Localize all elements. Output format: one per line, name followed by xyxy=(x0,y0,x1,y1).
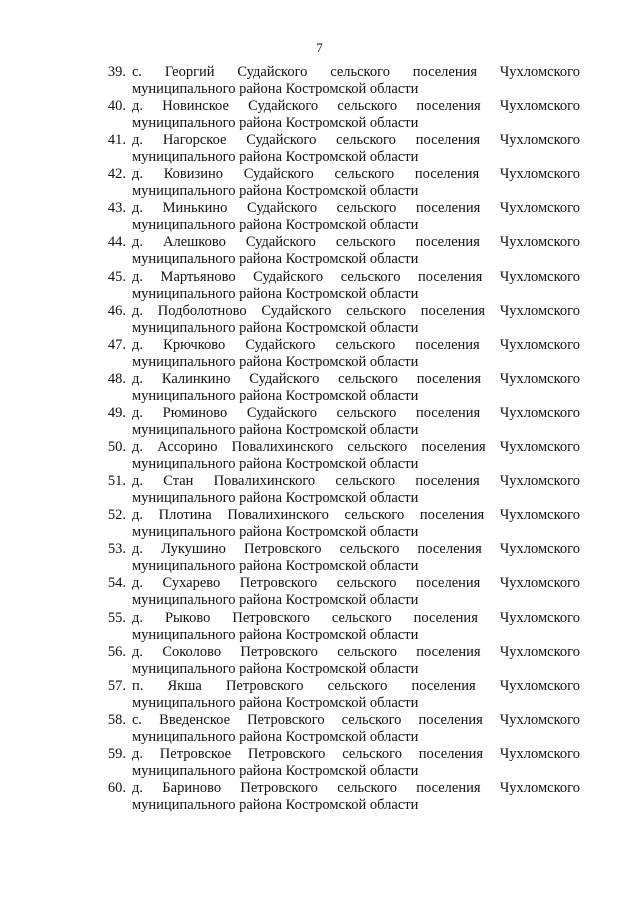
item-number: 44. xyxy=(107,234,126,251)
item-text-continuation: муниципального района Костромской области xyxy=(132,490,419,507)
item-number: 47. xyxy=(107,336,126,353)
settlement-list xyxy=(92,64,580,814)
item-text-content: д. Бариново Петровского сельского поселения Чухломского xyxy=(132,779,580,796)
item-text xyxy=(132,132,580,149)
list-item xyxy=(92,678,580,712)
item-text-content: д. Ковизино Судайского сельского поселения Чухломского xyxy=(132,166,580,183)
list-item xyxy=(92,610,580,644)
item-number: 54. xyxy=(107,575,126,592)
item-text-content: с. Георгий Судайского сельского поселения Чухломского xyxy=(132,64,580,80)
item-text xyxy=(132,303,580,320)
item-text-content: д. Ассорино Повалихинского сельского поселения Чухломского xyxy=(132,439,580,456)
list-item xyxy=(92,166,580,200)
item-number: 57. xyxy=(107,677,126,694)
item-text-continuation: муниципального района Костромской области xyxy=(132,387,419,404)
item-text-continuation: муниципального района Костромской области xyxy=(132,251,419,268)
page-number: 7 xyxy=(316,40,323,55)
item-text xyxy=(132,610,580,627)
item-text xyxy=(132,575,580,592)
item-text xyxy=(132,64,580,81)
item-text-continuation: муниципального района Костромской области xyxy=(132,728,419,745)
item-text xyxy=(132,678,580,695)
item-text-content: д. Подболотново Судайского сельского поселения Чухломского xyxy=(132,302,580,319)
item-number: 58. xyxy=(107,711,126,728)
item-text-content: д. Алешково Судайского сельского поселения Чухломского xyxy=(132,234,580,251)
item-text-continuation: муниципального района Костромской области xyxy=(132,524,419,541)
item-text-content: д. Сухарево Петровского сельского поселения Чухломского xyxy=(132,575,580,592)
item-text-continuation: муниципального района Костромской области xyxy=(132,285,419,302)
list-item xyxy=(92,371,580,405)
item-number: 55. xyxy=(107,609,126,626)
list-item xyxy=(92,98,580,132)
item-number: 43. xyxy=(107,200,126,217)
item-text-continuation: муниципального района Костромской области xyxy=(132,115,419,132)
item-text-continuation: муниципального района Костромской области xyxy=(132,81,419,97)
item-text-content: д. Плотина Повалихинского сельского поселения Чухломского xyxy=(132,507,580,524)
list-item xyxy=(92,405,580,439)
item-text xyxy=(132,473,580,490)
item-text xyxy=(132,712,580,729)
item-number: 60. xyxy=(107,779,126,796)
item-number: 49. xyxy=(107,404,126,421)
item-text-content: д. Петровское Петровского сельского поселения Чухломского xyxy=(132,745,580,762)
item-number: 42. xyxy=(107,166,126,183)
item-text-content: д. Минькино Судайского сельского поселения Чухломского xyxy=(132,200,580,217)
item-text xyxy=(132,269,580,286)
item-text-continuation: муниципального района Костромской области xyxy=(132,421,419,438)
item-number: 40. xyxy=(107,98,126,115)
item-text xyxy=(132,780,580,797)
item-text-content: д. Калинкино Судайского сельского поселения Чухломского xyxy=(132,370,580,387)
item-text-continuation: муниципального района Костромской области xyxy=(132,456,419,473)
item-number: 45. xyxy=(107,268,126,285)
item-number: 53. xyxy=(107,541,126,558)
item-text xyxy=(132,98,580,115)
item-text-content: д. Лукушино Петровского сельского поселения Чухломского xyxy=(132,541,580,558)
item-text-content: с. Введенское Петровского сельского поселения Чухломского xyxy=(132,711,580,728)
item-text xyxy=(132,405,580,422)
item-number: 41. xyxy=(107,132,126,149)
item-number: 48. xyxy=(107,370,126,387)
item-text-continuation: муниципального района Костромской области xyxy=(132,694,419,711)
list-item xyxy=(92,200,580,234)
item-text xyxy=(132,371,580,388)
list-item xyxy=(92,575,580,609)
item-text xyxy=(132,746,580,763)
list-item xyxy=(92,269,580,303)
list-item xyxy=(92,234,580,268)
item-number: 39. xyxy=(107,64,126,80)
item-text-continuation: муниципального района Костромской области xyxy=(132,592,419,609)
item-text xyxy=(132,337,580,354)
item-text-content: п. Якша Петровского сельского поселения Чухломского xyxy=(132,677,580,694)
item-text xyxy=(132,541,580,558)
list-item xyxy=(92,303,580,337)
list-item xyxy=(92,746,580,780)
item-text-continuation: муниципального района Костромской области xyxy=(132,217,419,234)
item-text xyxy=(132,644,580,661)
item-number: 56. xyxy=(107,643,126,660)
item-number: 52. xyxy=(107,507,126,524)
item-text-content: д. Стан Повалихинского сельского поселения Чухломского xyxy=(132,473,580,490)
item-text-content: д. Новинское Судайского сельского поселения Чухломского xyxy=(132,98,580,115)
item-text-content: д. Соколово Петровского сельского поселения Чухломского xyxy=(132,643,580,660)
item-text-continuation: муниципального района Костромской области xyxy=(132,626,419,643)
list-item xyxy=(92,712,580,746)
list-item xyxy=(92,644,580,678)
item-text-continuation: муниципального района Костромской области xyxy=(132,796,419,813)
item-text-continuation: муниципального района Костромской области xyxy=(132,183,419,200)
list-item xyxy=(92,337,580,371)
item-text xyxy=(132,507,580,524)
list-item xyxy=(92,439,580,473)
item-text-continuation: муниципального района Костромской области xyxy=(132,319,419,336)
item-text xyxy=(132,200,580,217)
item-text xyxy=(132,166,580,183)
list-item xyxy=(92,780,580,814)
item-number: 50. xyxy=(107,439,126,456)
list-item xyxy=(92,507,580,541)
item-number: 51. xyxy=(107,473,126,490)
list-item xyxy=(92,541,580,575)
item-text-content: д. Нагорское Судайского сельского поселения Чухломского xyxy=(132,132,580,149)
item-text-content: д. Мартьяново Судайского сельского поселения Чухломского xyxy=(132,268,580,285)
item-text-content: д. Рыково Петровского сельского поселения Чухломского xyxy=(132,609,580,626)
item-text-continuation: муниципального района Костромской области xyxy=(132,660,419,677)
item-text xyxy=(132,439,580,456)
list-item xyxy=(92,473,580,507)
list-item xyxy=(92,132,580,166)
item-text xyxy=(132,234,580,251)
item-text-continuation: муниципального района Костромской области xyxy=(132,762,419,779)
item-text-continuation: муниципального района Костромской области xyxy=(132,353,419,370)
item-text-continuation: муниципального района Костромской области xyxy=(132,558,419,575)
item-text-content: д. Рюминово Судайского сельского поселения Чухломского xyxy=(132,404,580,421)
item-number: 46. xyxy=(107,302,126,319)
list-item xyxy=(92,64,580,98)
item-text-continuation: муниципального района Костромской области xyxy=(132,149,419,166)
item-number: 59. xyxy=(107,745,126,762)
item-text-content: д. Крючково Судайского сельского поселения Чухломского xyxy=(132,336,580,353)
